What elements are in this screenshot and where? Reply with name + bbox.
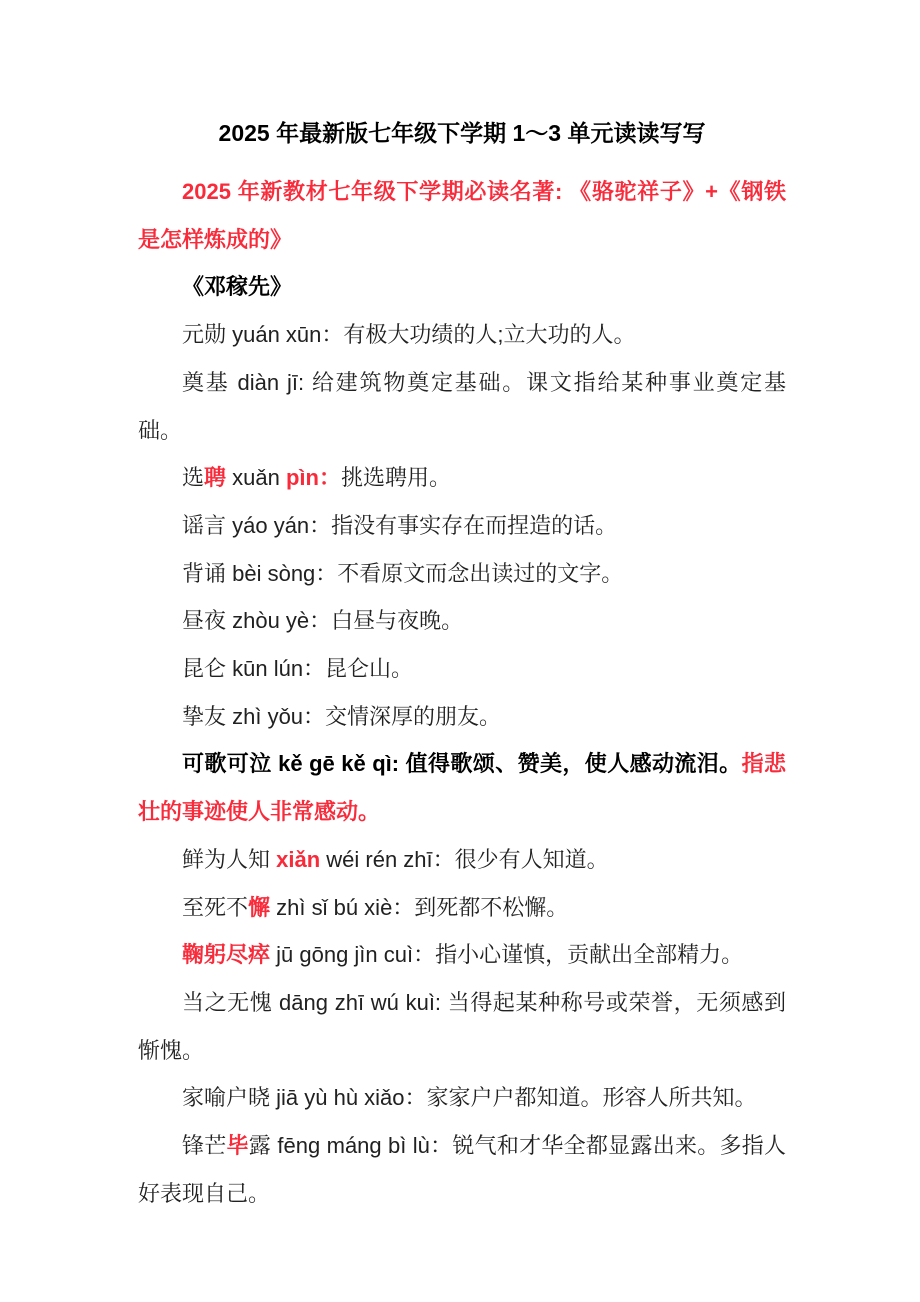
text-segment: 当之无愧 dāng zhī wú kuì: 当得起某种称号或荣誉，无须感到惭愧。 — [138, 989, 786, 1063]
text-segment: 昆仑 kūn lún：昆仑山。 — [182, 656, 414, 682]
text-segment: 锋芒 — [182, 1133, 227, 1159]
text-segment: 家喻户晓 jiā yù hù xiǎo：家家户户都知道。形容人所共知。 — [182, 1085, 757, 1111]
text-segment: 选 — [182, 465, 205, 491]
entry-paragraph — [138, 836, 786, 884]
text-segment: 懈 — [248, 894, 271, 920]
text-segment: 毕 — [226, 1133, 249, 1159]
entry-paragraph — [138, 550, 786, 598]
text-segment: 至死不 — [182, 894, 249, 920]
entry-paragraph — [138, 263, 786, 311]
entry-paragraph — [138, 1074, 786, 1122]
entry-paragraph — [138, 931, 786, 979]
text-segment: 指悲壮的事迹使人非常感动。 — [138, 751, 786, 825]
text-segment: 昼夜 zhòu yè：白昼与夜晚。 — [182, 608, 464, 634]
entry-paragraph — [138, 693, 786, 741]
text-segment: 露 fēng máng bì lù：锐气和才华全都显露出来。多指人好表现自己。 — [138, 1133, 786, 1206]
entry-paragraph — [138, 740, 786, 835]
text-segment: 谣言 yáo yán：指没有事实存在而捏造的话。 — [182, 512, 618, 538]
text-segment: 聘 — [204, 465, 227, 491]
entry-paragraph — [138, 979, 786, 1074]
entry-paragraph — [138, 597, 786, 645]
entry-paragraph — [138, 884, 786, 932]
entry-paragraph — [138, 502, 786, 550]
entry-paragraph — [138, 168, 786, 263]
text-segment: 元勋 yuán xūn：有极大功绩的人;立大功的人。 — [182, 322, 636, 348]
entry-paragraph — [138, 645, 786, 693]
text-segment: 背诵 bèi sòng：不看原文而念出读过的文字。 — [182, 560, 624, 586]
entry-paragraph — [138, 1122, 786, 1217]
text-segment: jū gōng jìn cuì：指小心谨慎，贡献出全部精力。 — [270, 942, 744, 968]
text-segment: wéi rén zhī：很少有人知道。 — [320, 846, 609, 872]
text-segment: 鞠躬尽瘁 — [182, 942, 271, 968]
text-segment: 挚友 zhì yǒu：交情深厚的朋友。 — [182, 703, 502, 729]
text-segment: pìn： — [285, 465, 341, 491]
text-segment: 鲜为人知 — [182, 846, 277, 872]
entry-paragraph — [138, 359, 786, 454]
paragraphs-container — [138, 168, 786, 1217]
entry-paragraph — [138, 454, 786, 502]
text-segment: 挑选聘用。 — [340, 465, 451, 491]
text-segment: zhì sǐ bú xiè：到死都不松懈。 — [270, 894, 569, 920]
document-title: 2025 年最新版七年级下学期 1～3 单元读读写写 — [218, 120, 706, 146]
text-segment: xiǎn — [276, 846, 321, 872]
text-segment: 可歌可泣 kě gē kě qì: 值得歌颂、赞美，使人感动流泪。 — [182, 751, 742, 777]
text-segment: 2025 年新教材七年级下学期必读名著: 《骆驼祥子》+《钢铁是怎样炼成的》 — [138, 179, 786, 252]
text-segment: xuǎn — [226, 465, 286, 491]
text-segment: 奠基 diàn jī: 给建筑物奠定基础。课文指给某种事业奠定基础。 — [138, 369, 786, 443]
entry-paragraph — [138, 311, 786, 359]
text-segment: 《邓稼先》 — [182, 274, 293, 300]
